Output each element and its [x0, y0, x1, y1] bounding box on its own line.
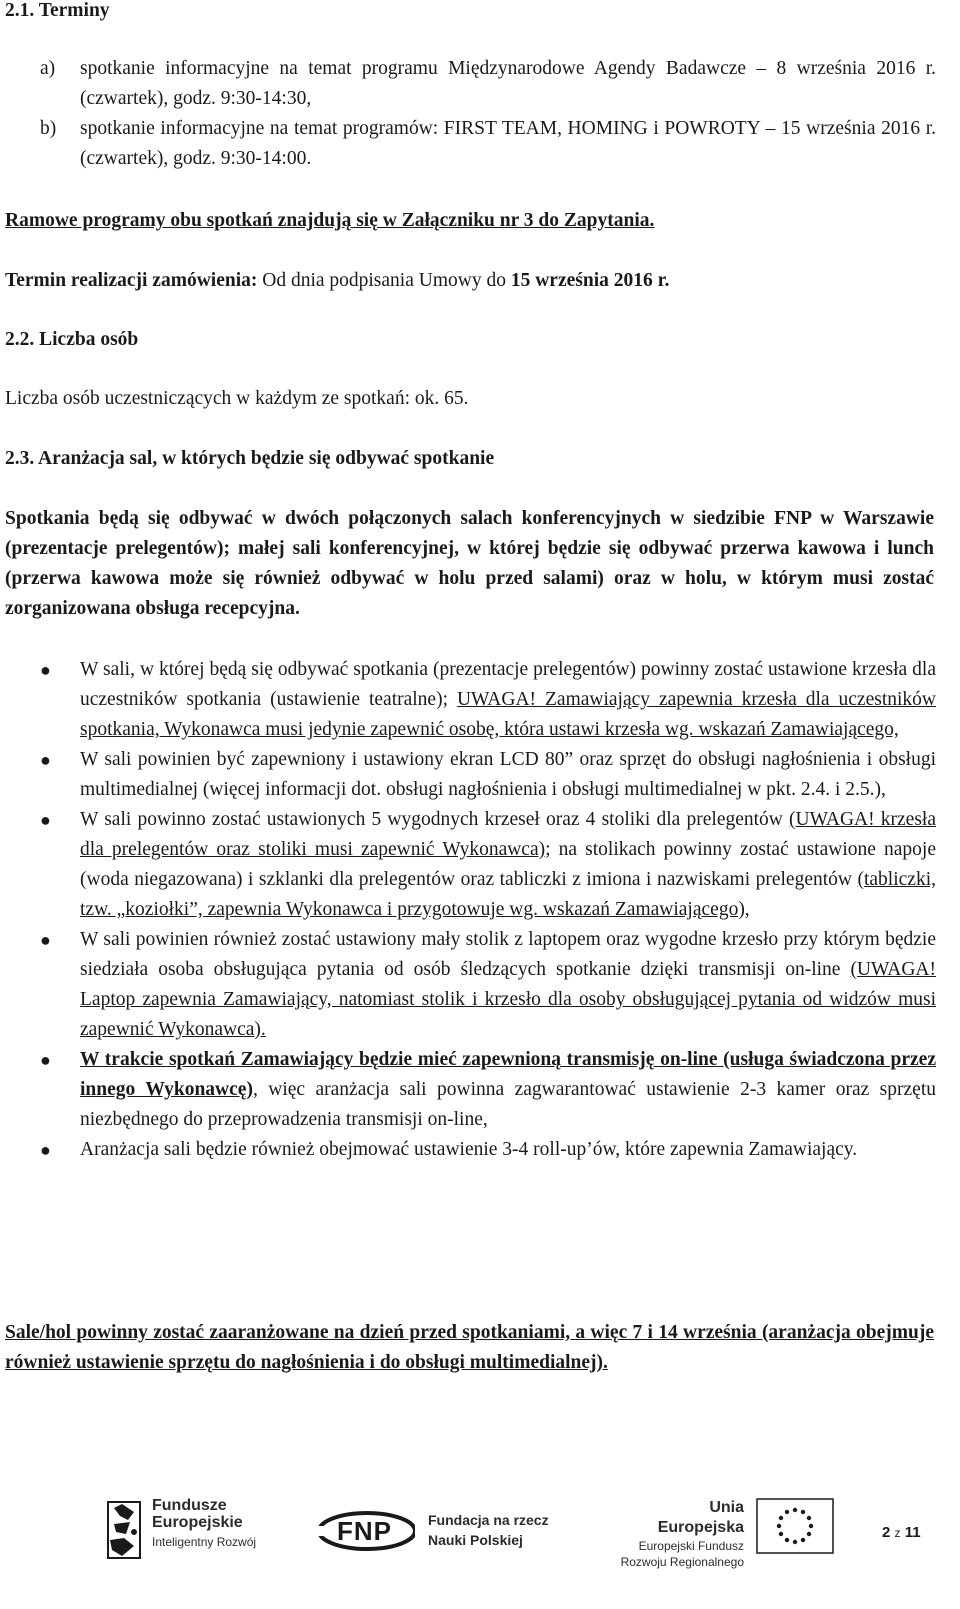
fe-line3: Inteligentny Rozwój [152, 1535, 257, 1549]
aranzacja-bullet-list [40, 655, 936, 1165]
termin-text: Od dnia podpisania Umowy do [257, 270, 511, 291]
ue-line3: Rozwoju Regionalnego [620, 1555, 744, 1569]
bullet-icon: ● [40, 660, 51, 680]
fundusze-europejskie-logo [100, 1498, 146, 1566]
bullet-icon: ● [40, 810, 51, 830]
bullet-text-underlined: (tabliczki, tzw. „koziołki”, zapewnia Wykonawca i przygotowuje wg. wskazań Zamawiającego), [80, 869, 936, 920]
list-item [40, 925, 936, 1045]
fe-line2: Europejskie [152, 1514, 243, 1531]
list-item [40, 1135, 936, 1165]
list-item-text: spotkanie informacyjne na temat programu Międzynarodowe Agendy Badawcze – 8 września 2016 r. (czwartek), godz. 9:30-14:30, [80, 58, 936, 109]
list-item [40, 1045, 936, 1135]
section-heading-liczba: 2.2. Liczba osób [5, 329, 139, 350]
bullet-icon: ● [40, 930, 51, 950]
bullet-text-underlined: (UWAGA! Laptop zapewnia Zamawiający, natomiast stolik i krzesło dla osoby obsługującej pytania od widzów musi zapewnić Wykonawca). [80, 959, 936, 1040]
terminy-list [0, 54, 936, 174]
bullet-icon: ● [40, 750, 51, 770]
list-item [40, 655, 936, 745]
bullet-icon: ● [40, 1140, 51, 1160]
list-item [0, 114, 936, 174]
ue-line1: Unia Europejska [657, 1499, 744, 1536]
section-heading-aranzacja: 2.3. Aranżacja sal, w których będzie się odbywać spotkanie [5, 448, 495, 469]
fe-emblem-icon [100, 1498, 146, 1566]
page-number [882, 1524, 921, 1541]
bullet-text: W sali, w której będą się odbywać spotkania (prezentacje prelegentów) powinny zostać ustawione krzesła dla uczestników spotkania (ustawienie teatralne); [80, 659, 936, 710]
fnp-name [428, 1510, 549, 1550]
termin-label: Termin realizacji zamówienia: [5, 270, 258, 291]
fe-line1: Fundusze [152, 1497, 227, 1514]
bullet-text-bold-underlined: W trakcie spotkań Zamawiający będzie mieć zapewnioną transmisję on-line (usługa świadczona przez innego Wykonawcę) [80, 1049, 936, 1100]
ue-line2: Europejski Fundusz [638, 1539, 744, 1553]
bullet-text: W sali powinno zostać ustawionych 5 wygodnych krzeseł oraz 4 stoliki dla prelegentów [80, 809, 790, 830]
section-heading-terminy: 2.1. Terminy [5, 0, 110, 21]
fnp-line2: Nauki Polskiej [428, 1532, 523, 1548]
sale-hol-note: Sale/hol powinny zostać zaaranżowane na dzień przed spotkaniami, a więc 7 i 14 września (aranżacja obejmuje również ustawienie sprzętu do nagłośnienia i do obsługi multimedialnej). [5, 1322, 934, 1373]
termin-realizacji [5, 266, 936, 296]
bullet-text: Aranżacja sali będzie również obejmować ustawienie 3-4 roll-up’ów, które zapewnia Zamawiający. [80, 1139, 858, 1160]
eu-flag-icon [756, 1498, 834, 1554]
bullet-icon: ● [40, 1050, 51, 1070]
fnp-logo-text: FNP [337, 1516, 392, 1546]
bullet-text-underlined: (UWAGA! krzesła dla prelegentów oraz stoliki musi zapewnić Wykonawca) [80, 809, 936, 860]
spotkania-paragraph: Spotkania będą się odbywać w dwóch połączonych salach konferencyjnych w siedzibie FNP w Warszawie (prezentacje prelegentów); małej sali konferencyjnej, w której będzie się odbywać przerwa kawowa i lunch (przerwa kawowa może się również odbywać w holu przed salami) oraz w holu, w którym musi zostać zorganizowana obsługa recepcyjna. [5, 508, 934, 619]
list-marker: a) [40, 58, 56, 79]
page-separator: z [894, 1526, 901, 1540]
page-total: 11 [904, 1524, 921, 1541]
bullet-text: ; na stolikach powinny zostać ustawione napoje (woda niegazowana) i szklanki dla prelegentów oraz tabliczki z imiona i nazwiskami prelegentów [80, 839, 936, 890]
list-item [40, 745, 936, 805]
bullet-text: W sali powinien być zapewniony i ustawiony ekran LCD 80” oraz sprzęt do obsługi nagłośnienia i obsługi multimedialnej (więcej informacji dot. obsługi nagłośnienia i obsługi multimedialnej w pkt. 2.4. i 2.5.), [80, 749, 936, 800]
bullet-text: W sali powinien również zostać ustawiony mały stolik z laptopem oraz wygodne krzesło przy którym będzie siedziała osoba obsługująca pytania od osób śledzących spotkanie dzięki transmisji on-line [80, 929, 936, 980]
list-item [0, 54, 936, 114]
unia-europejska-text [620, 1498, 744, 1570]
page-current: 2 [882, 1524, 891, 1541]
bullet-text: , więc aranżacja sali powinna zagwarantować ustawienie 2-3 kamer oraz sprzętu niezbędnego do przeprowadzenia transmisji on-line, [80, 1079, 936, 1130]
list-item-text: spotkanie informacyjne na temat programów: FIRST TEAM, HOMING i POWROTY – 15 września 2016 r. (czwartek), godz. 9:30-14:00. [80, 118, 936, 169]
fnp-line1: Fundacja na rzecz [428, 1512, 549, 1528]
footer [0, 1497, 960, 1600]
liczba-osob-text: Liczba osób uczestniczących w każdym ze spotkań: ok. 65. [5, 388, 469, 409]
fnp-logo [315, 1508, 415, 1554]
termin-date: 15 września 2016 r. [510, 270, 670, 291]
ramowe-programy-note: Ramowe programy obu spotkań znajdują się w Załączniku nr 3 do Zapytania. [5, 210, 655, 231]
bullet-text-underlined: UWAGA! Zamawiający zapewnia krzesła dla uczestników spotkania, Wykonawca musi jedynie zapewnić osobę, która ustawi krzesła wg. wskazań Zamawiającego, [80, 689, 936, 740]
list-item [40, 805, 936, 925]
fundusze-europejskie-text [152, 1497, 256, 1553]
list-marker: b) [40, 118, 57, 139]
